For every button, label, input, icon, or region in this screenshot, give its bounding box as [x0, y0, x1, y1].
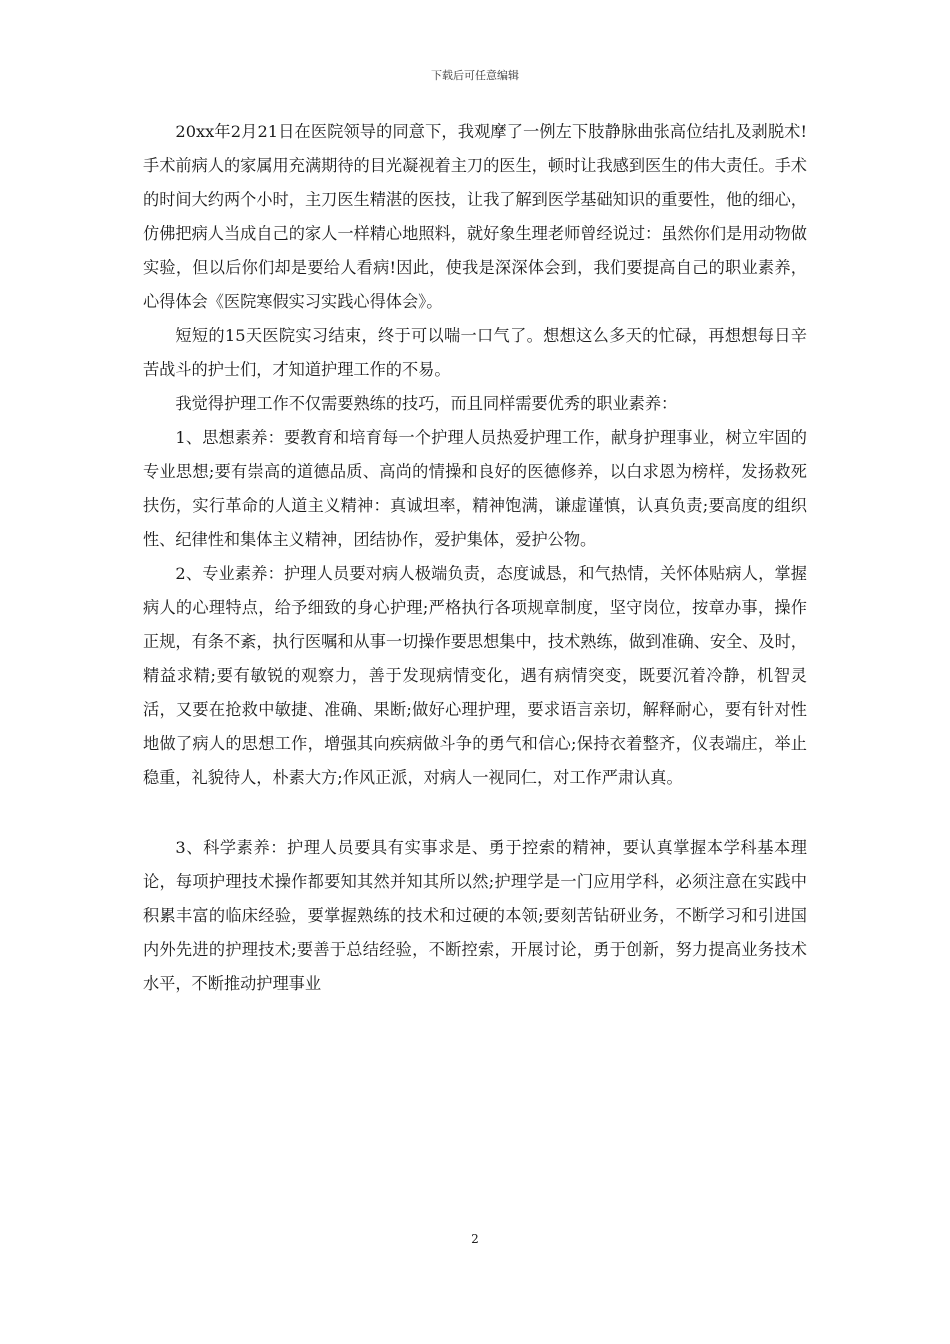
paragraph-surgery-observation: 20xx年2月21日在医院领导的同意下，我观摩了一例左下肢静脉曲张高位结扎及剥脱术!手术前病人的家属用充满期待的目光凝视着主刀的医生，顿时让我感到医生的伟大责任。手术的时间大约两个小时，主刀医生精湛的医技，让我了解到医学基础知识的重要性，他的细心，仿佛把病人当成自己的家人一样精心地照料，就好象生理老师曾经说过：虽然你们是用动物做实验，但以后你们却是要给人看病!因此，使我是深深体会到，我们要提高自己的职业素养，心得体会《医院寒假实习实践心得体会》。 [143, 122, 807, 311]
paragraph-spacer [143, 795, 807, 831]
paragraph-scientific-quality: 3、科学素养：护理人员要具有实事求是、勇于控索的精神，要认真掌握本学科基本理论，每项护理技术操作都要知其然并知其所以然;护理学是一门应用学科，必须注意在实践中积累丰富的临床经验，要掌握熟练的技术和过硬的本领;要刻苦钻研业务，不断学习和引进国内外先进的护理技术;要善于总结经验，不断控索，开展讨论，勇于创新，努力提高业务技术水平，不断推动护理事业 [143, 838, 807, 993]
paragraph-nursing-quality-intro: 我觉得护理工作不仅需要熟练的技巧，而且同样需要优秀的职业素养： [175, 394, 678, 413]
paragraph-professional-quality: 2、专业素养：护理人员要对病人极端负责，态度诚恳，和气热情，关怀体贴病人，掌握病人的心理特点，给予细致的身心护理;严格执行各项规章制度，坚守岗位，按章办事，操作正规，有条不紊，执行医嘱和从事一切操作要思想集中，技术熟练，做到准确、安全、及时，精益求精;要有敏锐的观察力，善于发现病情变化，遇有病情突变，既要沉着冷静，机智灵活，又要在抢救中敏捷、准确、果断;做好心理护理，要求语言亲切，解释耐心，要有针对性地做了病人的思想工作，增强其向疾病做斗争的勇气和信心;保持衣着整齐，仪表端庄，举止稳重，礼貌待人，朴素大方;作风正派，对病人一视同仁，对工作严肃认真。 [143, 564, 807, 787]
page-header: 下载后可任意编辑 [431, 69, 519, 82]
paragraph-internship-end: 短短的15天医院实习结束，终于可以喘一口气了。想想这么多天的忙碌，再想想每日辛苦战斗的护士们，才知道护理工作的不易。 [143, 326, 807, 379]
page-number: 2 [471, 1232, 479, 1246]
paragraph-ideological-quality: 1、思想素养：要教育和培育每一个护理人员热爱护理工作，献身护理事业，树立牢固的专业思想;要有崇高的道德品质、高尚的情操和良好的医德修养，以白求恩为榜样，发扬救死扶伤，实行革命的人道主义精神：真诚坦率，精神饱满，谦虚谨慎，认真负责;要高度的组织性、纪律性和集体主义精神，团结协作，爱护集体，爱护公物。 [143, 428, 807, 549]
document-body [143, 115, 807, 1001]
